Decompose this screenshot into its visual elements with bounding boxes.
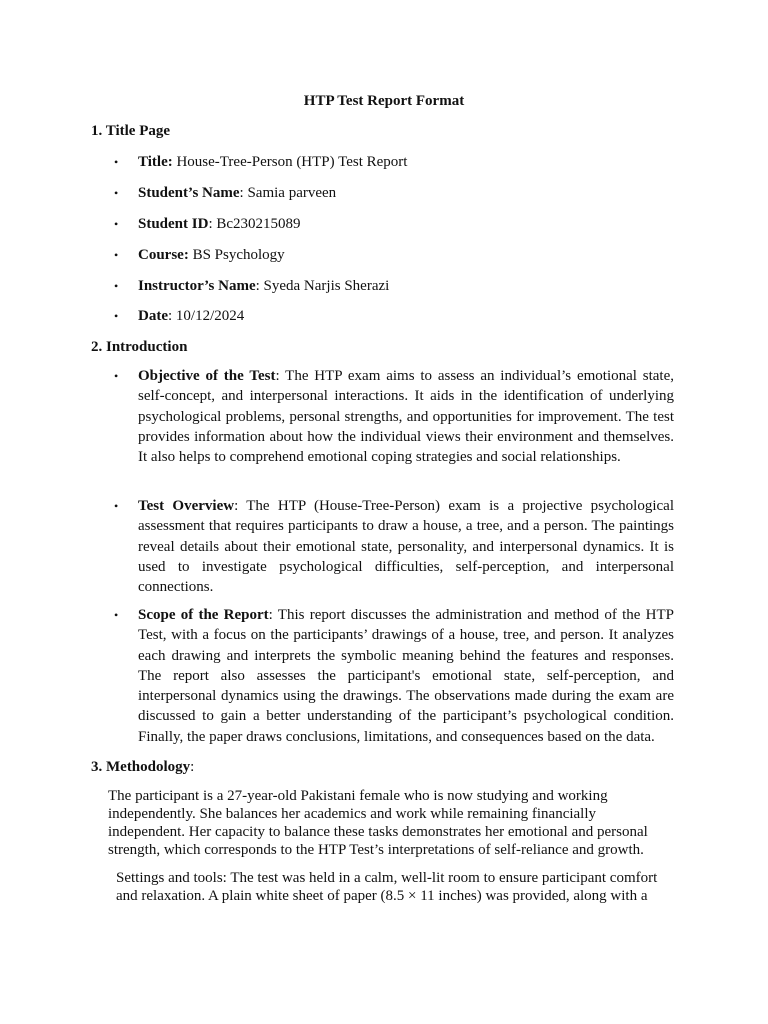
paragraph-line: Settings and tools: The test was held in a calm, well-lit room to ensure participant comfort (116, 870, 658, 886)
item-value: : Syeda Narjis Sherazi (255, 278, 390, 294)
item-label: Scope of the Report (138, 607, 269, 623)
section-heading-methodology (91, 757, 194, 777)
introduction-item-overview (114, 496, 674, 598)
bullet-icon: • (114, 369, 119, 383)
item-value: : The HTP (House-Tree-Person) exam is a projective psychological assessment that requires participants to draw a house, a tree, and a person. The paintings reveal details about their emotional state, personality, and interpersonal dynamics. It is used to investigate psychological difficulties, self-perception, and interpersonal connections. (138, 498, 674, 596)
section-heading-introduction (91, 337, 187, 357)
bullet-icon: • (114, 217, 119, 231)
bullet-text (138, 366, 674, 467)
section-heading-text: 3. Methodology (91, 759, 191, 775)
bullet-text (138, 245, 674, 265)
paragraph-line: independent. Her capacity to balance these tasks demonstrates her emotional and personal (108, 824, 648, 840)
bullet-icon: • (114, 186, 119, 200)
bullet-icon: • (114, 248, 119, 262)
item-value: BS Psychology (188, 247, 285, 263)
item-label: Date (138, 308, 168, 324)
title-page-item-instructor (114, 276, 674, 296)
bullet-text (138, 152, 674, 172)
introduction-item-objective (114, 366, 674, 488)
bullet-icon: • (114, 499, 119, 513)
bullet-text (138, 496, 674, 597)
heading-suffix: : (190, 759, 195, 775)
bullet-text (138, 183, 674, 203)
item-label: Student’s Name (138, 185, 240, 201)
title-page-item-title (114, 152, 674, 172)
item-label: Instructor’s Name (138, 278, 256, 294)
item-value: House-Tree-Person (HTP) Test Report (172, 154, 408, 170)
item-label: Title: (138, 154, 173, 170)
bullet-text (138, 306, 674, 326)
bullet-icon: • (114, 279, 119, 293)
title-page-item-date (114, 306, 674, 326)
item-label: Test Overview (138, 498, 235, 514)
bullet-text (138, 276, 674, 296)
item-value: : The HTP exam aims to assess an individual’s emotional state, self-concept, and interpersonal interactions. It aids in the identification of underlying psychological problems, personal strengths, and opportunities for improvement. The test provides information about how the individual views their environment and themselves. It also helps to comprehend emotional coping strategies and social relationships. (138, 368, 674, 466)
document-title: HTP Test Report Format (303, 93, 465, 109)
item-value: : This report discusses the administration and method of the HTP Test, with a focus on the participants’ drawings of a house, tree, and person. It analyzes each drawing and interprets the symbolic meaning behind the features and responses. The report also assesses the participant's emotional state, self-perception, and interpersonal dynamics using the drawings. The observations made during the exam are discussed to gain a better understanding of the participant’s psychological condition. Finally, the paper draws conclusions, limitations, and consequences based on the data. (138, 607, 674, 745)
item-label: Objective of the Test (138, 368, 276, 384)
bullet-icon: • (114, 309, 119, 323)
paragraph-line: strength, which corresponds to the HTP Test’s interpretations of self-reliance and growth. (108, 842, 644, 858)
section-heading-text: 1. Title Page (91, 123, 171, 139)
methodology-participant-paragraph (108, 787, 648, 859)
title-page-item-student-id (114, 214, 674, 234)
title-page-item-course (114, 245, 674, 265)
bullet-icon: • (114, 608, 119, 622)
paragraph-line: independently. She balances her academics and work while remaining financially (108, 806, 597, 822)
item-label: Student ID (138, 216, 209, 232)
bullet-text (138, 214, 674, 234)
methodology-settings-paragraph (116, 869, 657, 905)
section-heading-title-page (91, 121, 170, 141)
item-label: Course: (138, 247, 189, 263)
item-value: : Bc230215089 (208, 216, 301, 232)
item-value: : Samia parveen (239, 185, 337, 201)
item-value: : 10/12/2024 (168, 308, 245, 324)
introduction-item-scope (114, 605, 674, 747)
bullet-text (138, 605, 674, 747)
paragraph-line: and relaxation. A plain white sheet of paper (8.5 × 11 inches) was provided, along with a (116, 888, 648, 904)
title-page-item-student-name (114, 183, 674, 203)
bullet-icon: • (114, 155, 119, 169)
section-heading-text: 2. Introduction (91, 339, 188, 355)
paragraph-line: The participant is a 27-year-old Pakistani female who is now studying and working (108, 788, 608, 804)
